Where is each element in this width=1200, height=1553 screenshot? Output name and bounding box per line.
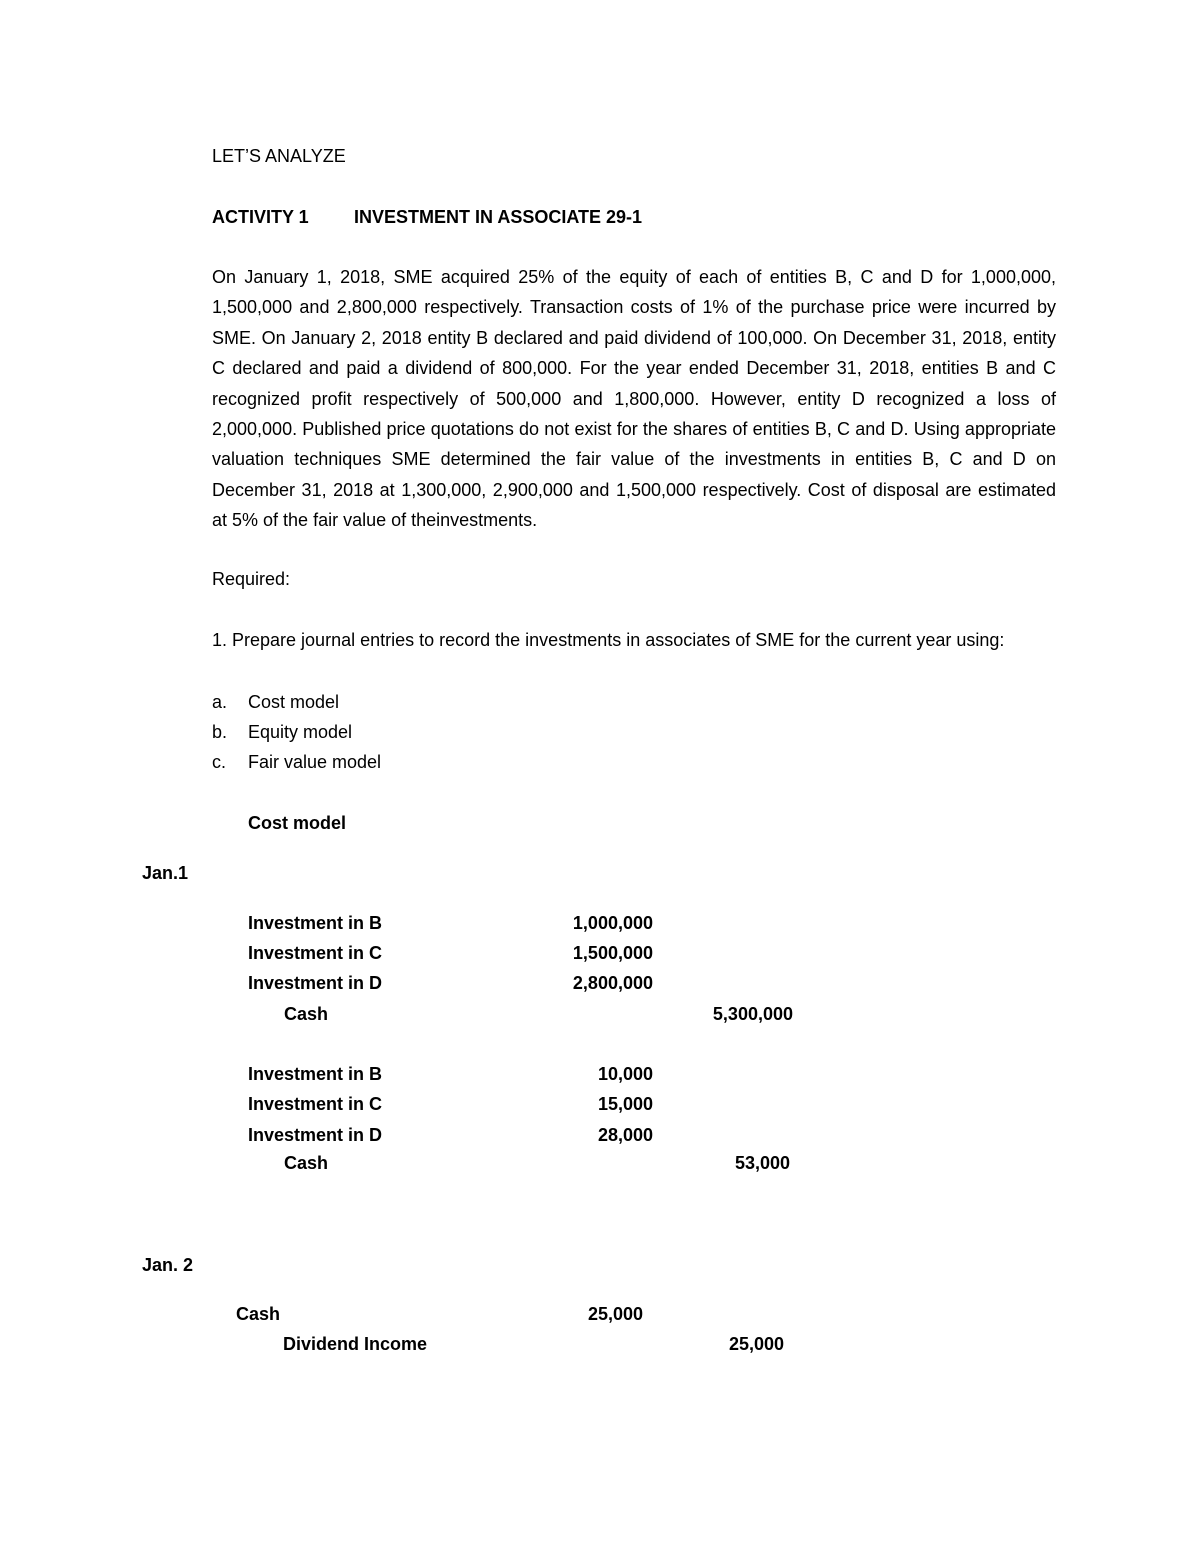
debit-amount: 1,500,000 — [572, 943, 653, 963]
debit-account: Cash — [236, 1304, 281, 1324]
debit-account: Investment in D — [248, 973, 383, 993]
credit-amount: 25,000 — [728, 1334, 784, 1354]
activity-label: ACTIVITY 1 — [212, 207, 309, 227]
solution-heading: Cost model — [248, 813, 347, 833]
option-text: Cost model — [248, 692, 340, 712]
debit-account: Investment in C — [248, 943, 383, 963]
credit-amount: 5,300,000 — [712, 1004, 793, 1024]
credit-account: Cash — [284, 1004, 329, 1024]
activity-title: INVESTMENT IN ASSOCIATE 29-1 — [354, 207, 643, 227]
debit-account: Investment in D — [248, 1125, 383, 1145]
debit-amount: 1,000,000 — [572, 913, 653, 933]
credit-amount: 53,000 — [734, 1153, 790, 1173]
debit-account: Investment in B — [248, 1064, 383, 1084]
debit-amount: 15,000 — [597, 1094, 653, 1114]
credit-account: Cash — [284, 1153, 329, 1173]
section-title: LET’S ANALYZE — [212, 146, 346, 166]
journal-date: Jan.1 — [142, 863, 189, 883]
debit-amount: 28,000 — [597, 1125, 653, 1145]
debit-amount: 25,000 — [587, 1304, 643, 1324]
option-letter: b. — [212, 722, 228, 742]
credit-account: Dividend Income — [283, 1334, 428, 1354]
option-letter: a. — [212, 692, 228, 712]
required-label: Required: — [212, 569, 291, 589]
option-text: Equity model — [248, 722, 353, 742]
journal-date: Jan. 2 — [142, 1255, 194, 1275]
required-question: 1. Prepare journal entries to record the investments in associates of SME for the current year using: — [212, 630, 1005, 650]
debit-amount: 2,800,000 — [572, 973, 653, 993]
debit-amount: 10,000 — [597, 1064, 653, 1084]
debit-account: Investment in B — [248, 913, 383, 933]
option-text: Fair value model — [248, 752, 382, 772]
debit-account: Investment in C — [248, 1094, 383, 1114]
option-letter: c. — [212, 752, 227, 772]
problem-paragraph: On January 1, 2018, SME acquired 25% of the equity of each of entities B, C and D for 1,000,000, 1,500,000 and 2,800,000 respectively. Transaction costs of 1% of the purchase price were incurred by SME. On January 2, 2018 entity B declared and paid dividend of 100,000. On December 31, 2018, entity C declared and paid a dividend of 800,000. For the year ended December 31, 2018, entities B and C recognized profit respectively of 500,000 and 1,800,000. However, entity D recognized a loss of 2,000,000. Published price quotations do not exist for the shares of entities B, C and D. Using appropriate valuation techniques SME determined the fair value of the investments in entities B, C and D on December 31, 2018 at 1,300,000, 2,900,000 and 1,500,000 respectively. Cost of disposal are estimated at 5% of the fair value of theinvestments. — [212, 267, 1056, 531]
